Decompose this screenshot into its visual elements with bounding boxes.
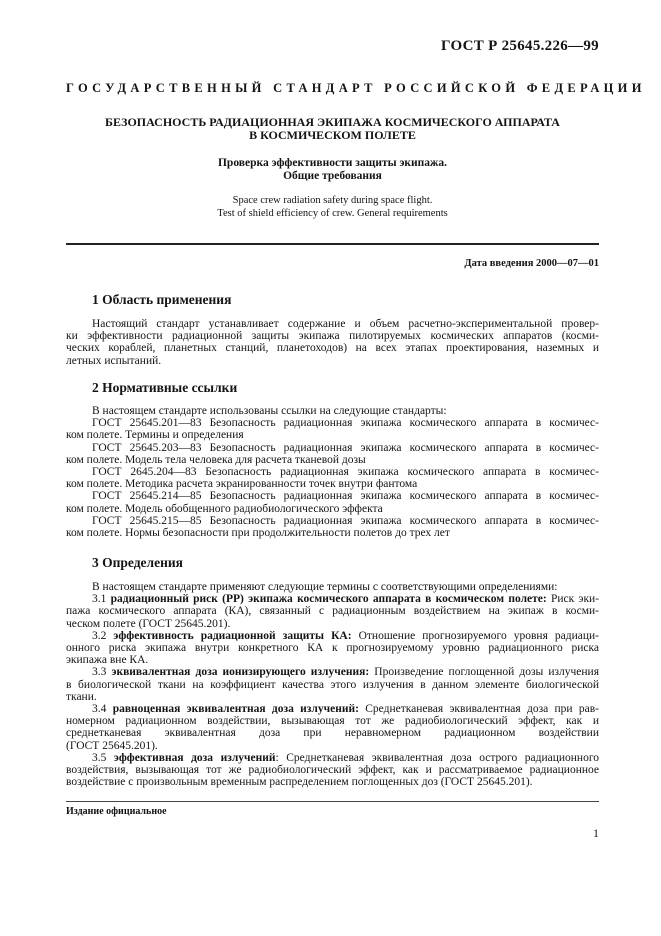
reference-line: ком полете. Модель тела человека для расчета тканевой дозы — [66, 453, 366, 466]
section-3-definitions — [66, 581, 599, 788]
text-line: среднетканевая эквивалентная доза при неравномерном радиационном воздействии — [66, 727, 599, 740]
text-line: пажа космического аппарата (КА), связанный с радиационным воздействием на экипаж в косми- — [66, 605, 599, 618]
subtitle-line-1: Проверка эффективности защиты экипажа. — [217, 157, 448, 169]
introduction-date: Дата введения 2000—07—01 — [464, 258, 599, 269]
text-line: ткани. — [66, 690, 97, 703]
reference-line: ком полете. Методика расчета экранированности точек внутри фантома — [66, 478, 418, 491]
text-line: ки эффективности радиационной защиты экипажа пилотируемых космических аппаратов (косми- — [66, 330, 599, 343]
reference-line: ком полете. Нормы безопасности при продолжительности полетов до трех лет — [66, 527, 450, 540]
english-title-line-1: Space crew radiation safety during space flight. — [232, 195, 433, 206]
term-3-3: эквивалентная доза ионизирующего излучения: — [111, 666, 370, 679]
text-line: экипажа вне КА. — [66, 654, 149, 667]
reference-line: ком полете. Модель обобщенного радиобиологического эффекта — [66, 502, 383, 515]
term-3-4: равноценная эквивалентная доза излучений: — [112, 703, 359, 716]
title-divider — [66, 243, 599, 245]
section-3-heading: 3 Определения — [92, 555, 183, 570]
definition-3-4: 3.4 равноценная эквивалентная доза излучений: Среднетканевая эквивалентная доза при рав- — [92, 703, 600, 716]
text-line: ческих кораблей, планетных станций, планетоходов) на всех этапах проектирования, наземных и — [66, 342, 599, 355]
text-line: воздействия, вызывающая тот же радиобиологический эффект, как и рассматриваемое радиационное — [66, 764, 599, 777]
reference-line: ГОСТ 25645.203—83 Безопасность радиационная экипажа космического аппарата в космичес- — [92, 441, 599, 454]
reference-line: ГОСТ 25645.215—85 Безопасность радиационная экипажа космического аппарата в космичес- — [92, 514, 599, 527]
term-3-2: эффективность радиационной защиты КА: — [113, 629, 352, 642]
text-line: ческом полете (ГОСТ 25645.201). — [66, 617, 231, 630]
page-number: 1 — [593, 826, 599, 840]
english-title-line-2: Test of shield efficiency of crew. General requirements — [217, 207, 448, 219]
text-line: в биологической ткани на коэффициент качества этого излучения в данном элементе биологической — [66, 678, 599, 691]
reference-line: ГОСТ 2645.204—83 Безопасность радиационная экипажа космического аппарата в космичес- — [92, 466, 599, 479]
text-line: онного риска экипажа внутри конкретного КА к прогнозируемому уровню радиационного риска — [66, 642, 599, 655]
state-standard-banner: ГОСУДАРСТВЕННЫЙ СТАНДАРТ РОССИЙСКОЙ ФЕДЕРАЦИИ — [66, 81, 646, 95]
term-3-5: эффективная доза излучений — [113, 751, 276, 764]
section-2-references — [66, 405, 599, 539]
title-line-1: БЕЗОПАСНОСТЬ РАДИАЦИОННАЯ ЭКИПАЖА КОСМИЧЕСКОГО АППАРАТА — [105, 115, 560, 129]
definition-3-1: 3.1 радиационный риск (РР) экипажа космического аппарата в космическом полете: Риск эки- — [92, 593, 600, 606]
text-line: (ГОСТ 25645.201). — [66, 739, 158, 752]
reference-line: ГОСТ 25645.201—83 Безопасность радиационная экипажа космического аппарата в космичес- — [92, 417, 599, 430]
text-line: воздействие с произвольным временным распределением поглощенных доз (ГОСТ 25645.201). — [66, 776, 533, 789]
text-line: номерном радиационном воздействии, вызывающая тот же радиобиологический эффект, как и — [66, 715, 599, 728]
definition-3-3: 3.3 эквивалентная доза ионизирующего излучения: Произведение поглощенной дозы излучения — [92, 666, 600, 679]
text-line: летных испытаний. — [66, 354, 162, 367]
term-3-1: радиационный риск (РР) экипажа космического аппарата в космическом полете: — [110, 593, 547, 606]
references-intro: В настоящем стандарте использованы ссылки на следующие стандарты: — [92, 405, 447, 417]
definitions-intro: В настоящем стандарте применяют следующие термины с соответствующими определениями: — [92, 581, 558, 593]
title-line-2: В КОСМИЧЕСКОМ ПОЛЕТЕ — [249, 128, 416, 142]
document-subtitle — [66, 157, 599, 183]
english-title — [66, 195, 599, 220]
definition-3-2: 3.2 эффективность радиационной защиты КА: Отношение прогнозируемого уровня радиаци- — [92, 629, 600, 642]
official-edition-label: Издание официальное — [66, 806, 167, 817]
gost-code-header: ГОСТ Р 25645.226—99 — [441, 38, 599, 54]
reference-line: ком полете. Термины и определения — [66, 429, 244, 442]
section-2-heading: 2 Нормативные ссылки — [92, 380, 238, 395]
definition-3-5: 3.5 эффективная доза излучений: Среднетканевая эквивалентная доза острого радиационного — [92, 751, 600, 764]
reference-line: ГОСТ 25645.214—85 Безопасность радиационная экипажа космического аппарата в космичес- — [92, 490, 599, 503]
section-1-heading: 1 Область применения — [92, 292, 232, 307]
document-title — [66, 116, 599, 142]
section-1-text — [66, 318, 599, 367]
subtitle-line-2: Общие требования — [283, 170, 382, 182]
footer-divider — [66, 801, 599, 802]
text-line: Настоящий стандарт устанавливает содержание и объем расчетно-экспериментальной провер- — [92, 318, 599, 330]
